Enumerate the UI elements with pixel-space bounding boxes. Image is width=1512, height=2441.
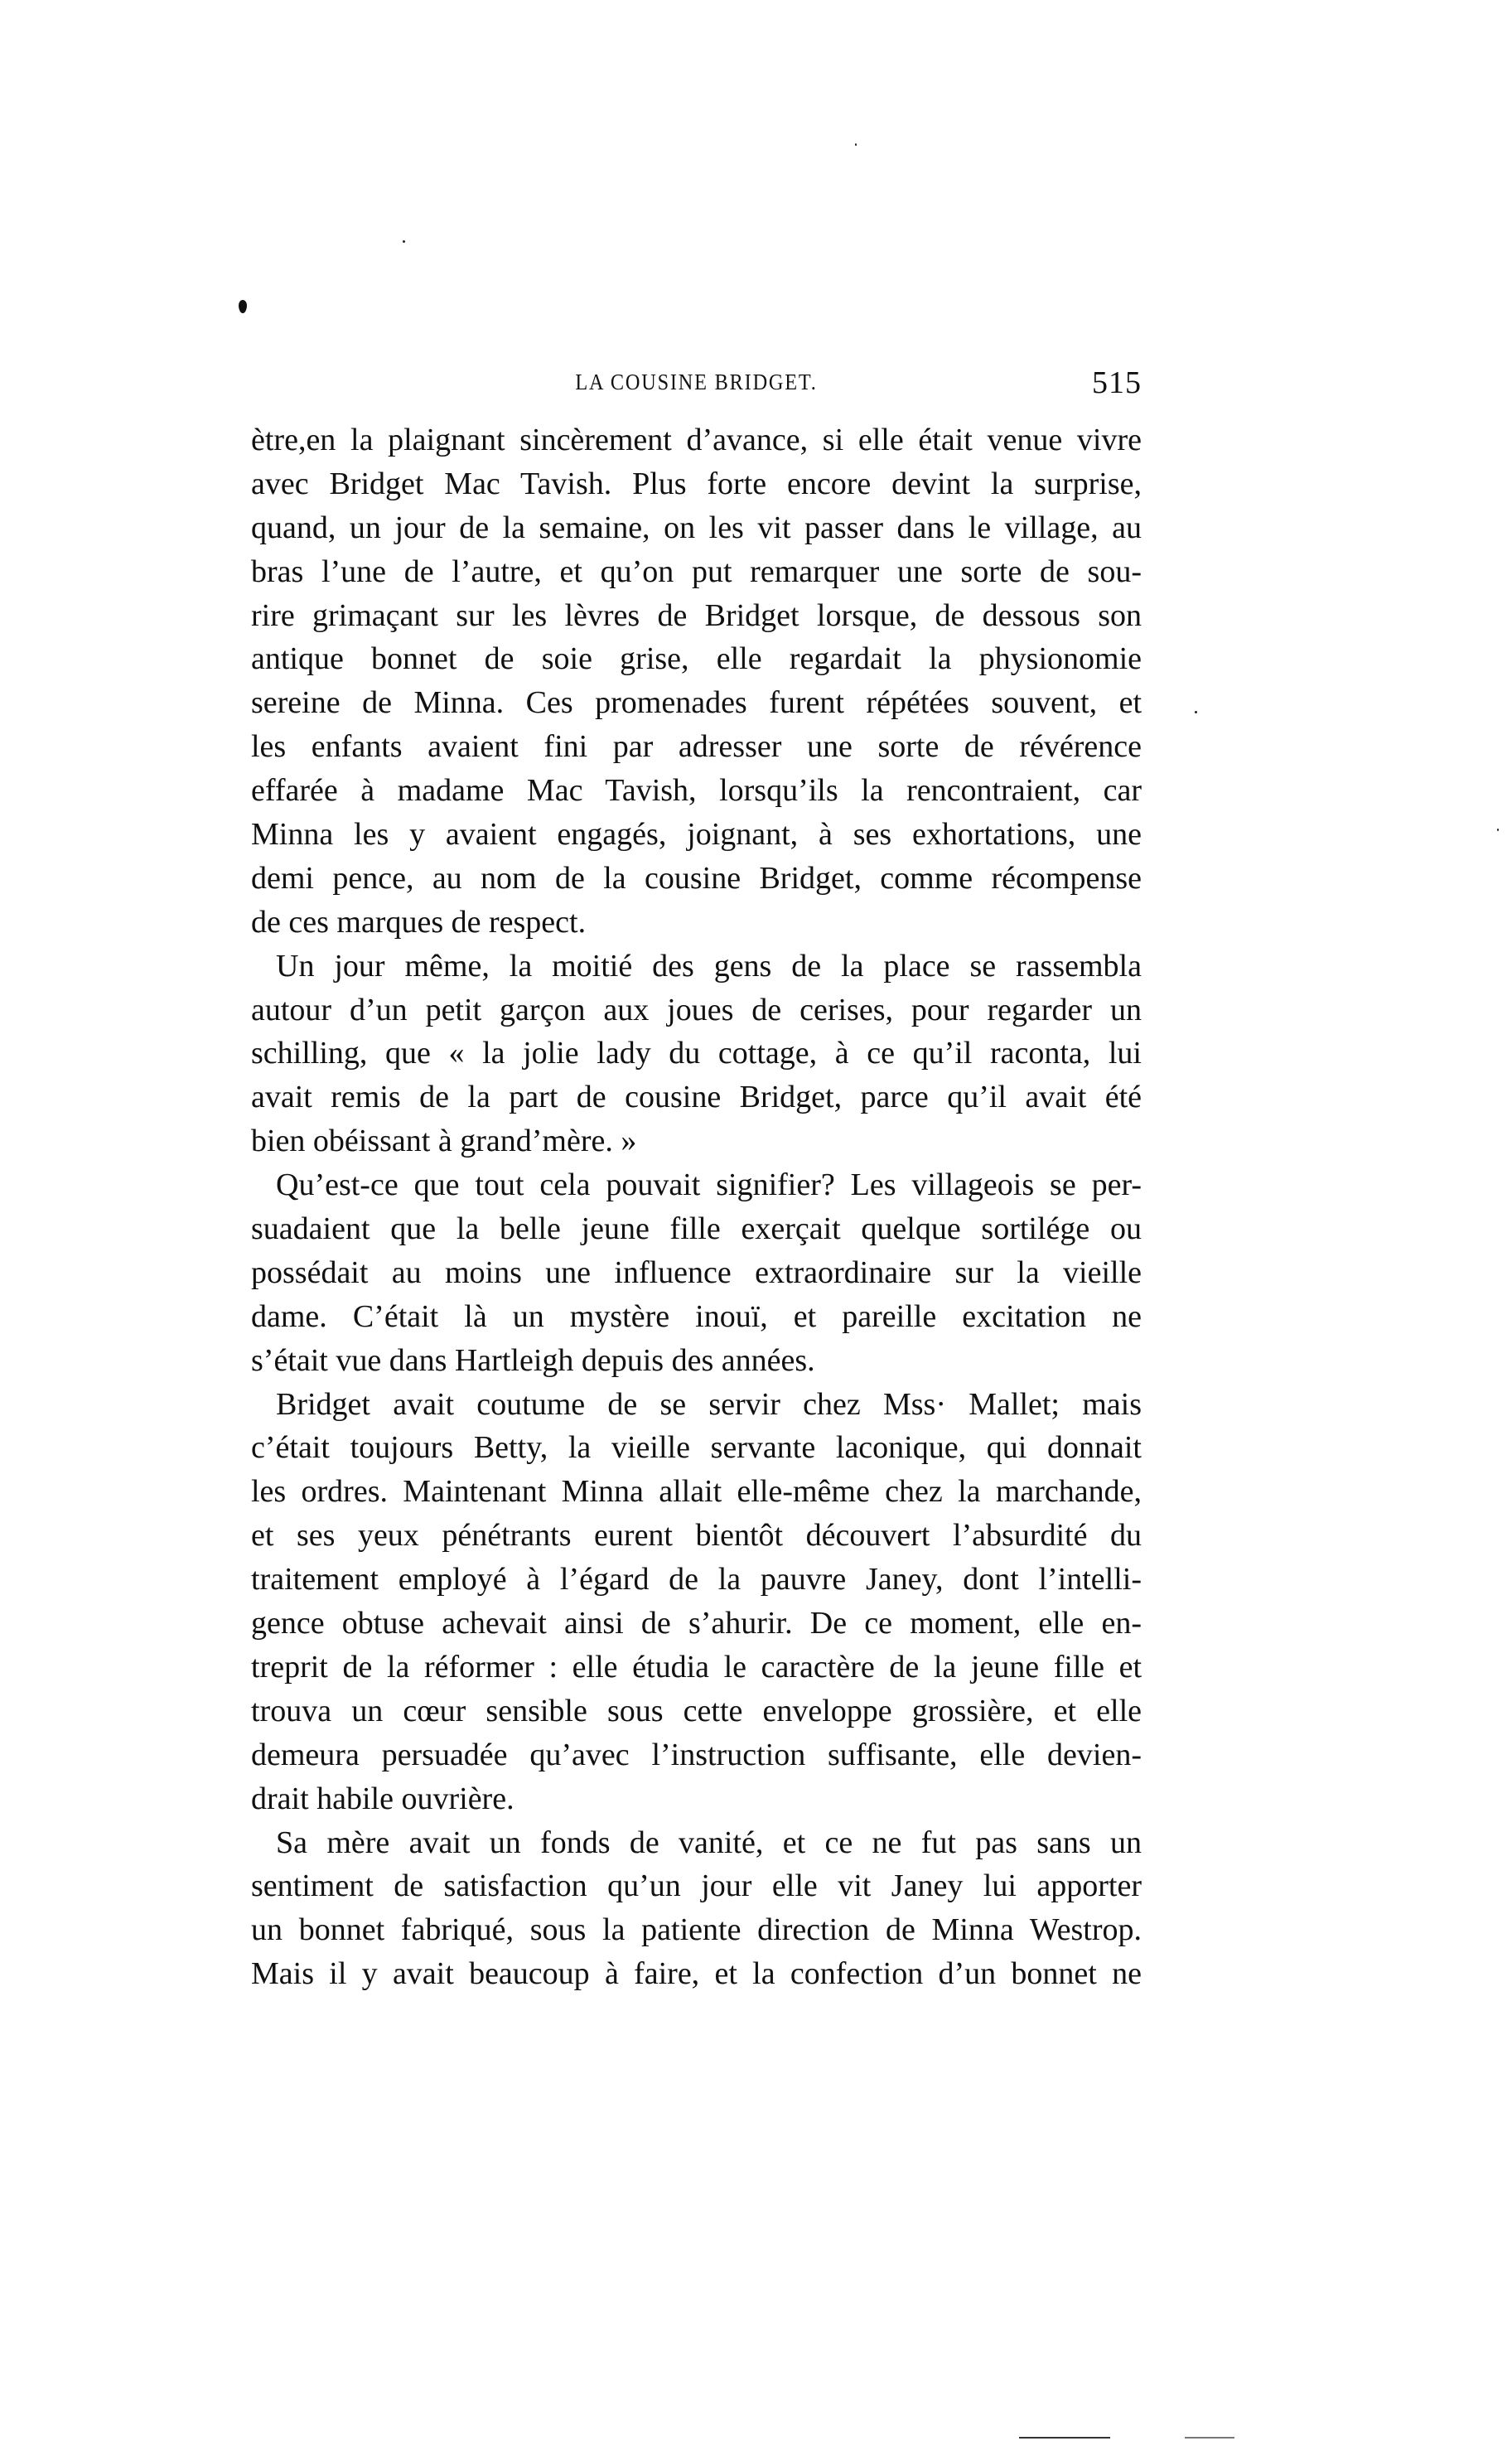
scan-speck bbox=[403, 240, 405, 243]
running-head bbox=[251, 365, 1142, 411]
text-line: quand, un jour de la semaine, on les vit passer dans le village, au bbox=[251, 510, 1142, 545]
text-line: Minna les y avaient engagés, joignant, à ses exhortations, une bbox=[251, 817, 1142, 853]
running-title: LA COUSINE BRIDGET. bbox=[575, 370, 818, 394]
text-line: treprit de la réformer : elle étudia le caractère de la jeune fille et bbox=[251, 1649, 1142, 1685]
text-line: Bridget avait coutume de se servir chez Mss· Mallet; mais bbox=[276, 1386, 1142, 1422]
text-line: schilling, que « la jolie lady du cottage, à ce qu’il raconta, lui bbox=[251, 1036, 1142, 1071]
text-line: sentiment de satisfaction qu’un jour elle vit Janey lui apporter bbox=[251, 1868, 1142, 1904]
scan-edge-rule bbox=[1185, 2437, 1234, 2439]
text-line: les enfants avaient fini par adresser une sorte de révérence bbox=[251, 729, 1142, 765]
scan-edge-rule bbox=[1019, 2437, 1110, 2439]
scan-speck bbox=[1497, 829, 1499, 831]
text-line: autour d’un petit garçon aux joues de cerises, pour regarder un bbox=[251, 992, 1142, 1027]
text-line: trouva un cœur sensible sous cette enveloppe grossière, et elle bbox=[251, 1693, 1142, 1728]
text-line: traitement employé à l’égard de la pauvre Janey, dont l’intelli- bbox=[251, 1562, 1142, 1598]
text-line: possédait au moins une influence extraordinaire sur la vieille bbox=[251, 1254, 1142, 1290]
text-line: avait remis de la part de cousine Bridget, parce qu’il avait été bbox=[251, 1080, 1142, 1115]
text-line: effarée à madame Mac Tavish, lorsqu’ils la rencontraient, car bbox=[251, 773, 1142, 809]
text-line: rire grimaçant sur les lèvres de Bridget lorsque, de dessous son bbox=[251, 597, 1142, 633]
text-line: ètre,en la plaignant sincèrement d’avance, si elle était venue vivre bbox=[251, 423, 1142, 457]
text-line: un bonnet fabriqué, sous la patiente direction de Minna Westrop. bbox=[251, 1912, 1142, 1948]
text-line: et ses yeux pénétrants eurent bientôt découvert l’absurdité du bbox=[251, 1518, 1142, 1554]
text-line: demeura persuadée qu’avec l’instruction suffisante, elle devien- bbox=[251, 1737, 1142, 1772]
body-text bbox=[251, 418, 1142, 1996]
text-line: Un jour même, la moitié des gens de la place se rassembla bbox=[276, 948, 1142, 984]
page-number: 515 bbox=[1092, 365, 1142, 400]
text-line: gence obtuse achevait ainsi de s’ahurir. De ce moment, elle en- bbox=[251, 1606, 1142, 1641]
text-line: bien obéissant à grand’mère. » bbox=[251, 1124, 637, 1159]
printer-ornament-mark bbox=[239, 300, 247, 313]
scan-speck bbox=[1195, 711, 1197, 713]
text-line: Mais il y avait beaucoup à faire, et la confection d’un bonnet ne bbox=[251, 1956, 1142, 1992]
text-line: de ces marques de respect. bbox=[251, 904, 587, 940]
text-line: Qu’est-ce que tout cela pouvait signifier? Les villageois se per- bbox=[276, 1167, 1142, 1203]
text-line: drait habile ouvrière. bbox=[251, 1781, 514, 1816]
text-line: les ordres. Maintenant Minna allait elle-même chez la marchande, bbox=[251, 1474, 1142, 1510]
text-line: s’était vue dans Hartleigh depuis des années. bbox=[251, 1342, 815, 1378]
text-line: Sa mère avait un fonds de vanité, et ce ne fut pas sans un bbox=[276, 1825, 1142, 1860]
scan-speck bbox=[855, 143, 857, 146]
text-line: c’était toujours Betty, la vieille servante laconique, qui donnait bbox=[251, 1430, 1142, 1466]
text-line: antique bonnet de soie grise, elle regardait la physionomie bbox=[251, 641, 1142, 677]
text-line: sereine de Minna. Ces promenades furent répétées souvent, et bbox=[251, 685, 1142, 721]
text-line: suadaient que la belle jeune fille exerçait quelque sortilége ou bbox=[251, 1211, 1142, 1247]
text-line: dame. C’était là un mystère inouï, et pareille excitation ne bbox=[251, 1298, 1142, 1334]
text-line: bras l’une de l’autre, et qu’on put remarquer une sorte de sou- bbox=[251, 553, 1142, 589]
text-line: avec Bridget Mac Tavish. Plus forte encore devint la surprise, bbox=[251, 466, 1142, 501]
text-line: demi pence, au nom de la cousine Bridget, comme récompense bbox=[251, 860, 1142, 896]
